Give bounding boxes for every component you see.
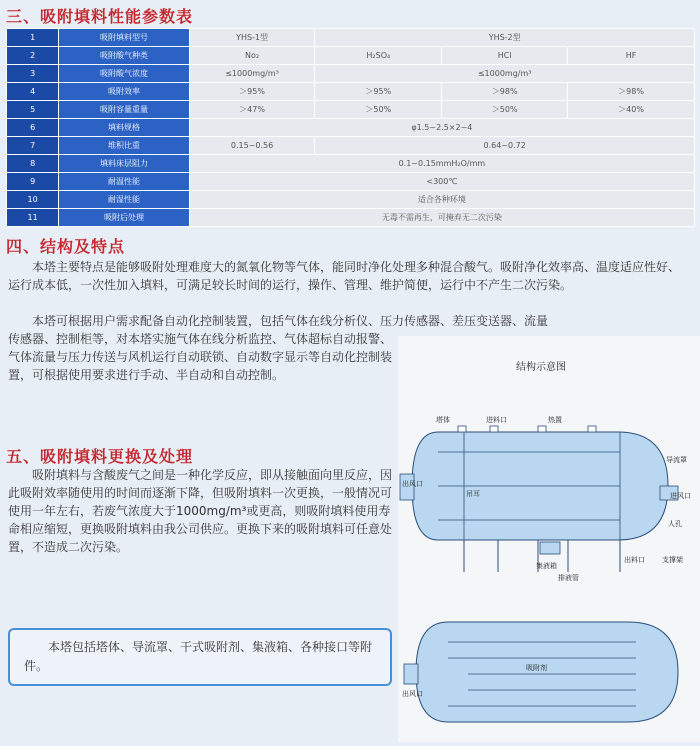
table-row (7, 155, 695, 173)
row-label: 吸附酸气浓度 (59, 65, 190, 83)
components-text: 本塔包括塔体、导流罩、干式吸附剂、集液箱、各种接口等附件。 (24, 640, 373, 673)
row-label: 吸附后处理 (59, 209, 190, 227)
row-value: <300℃ (189, 173, 694, 191)
label-people: 人孔 (668, 520, 682, 528)
row-number: 11 (7, 209, 59, 227)
row-value: YHS-1型 (189, 29, 315, 47)
table-row (7, 173, 695, 191)
plan-outlet-duct (404, 664, 418, 684)
row-value: ＞95% (189, 83, 315, 101)
sump-box (540, 542, 560, 554)
table-row (7, 101, 695, 119)
row-value: ＞50% (442, 101, 568, 119)
label-support: 支撑架 (662, 556, 683, 564)
row-value: ＞40% (568, 101, 695, 119)
row-label: 吸附容量重量 (59, 101, 190, 119)
s4-paragraph-1: 本塔主要特点是能够吸附处理难度大的氮氧化物等气体，能同时净化处理多种混合酸气。吸附净化效率高、温度适应性好、运行成本低，一次性加入填料，可满足较长时间的运行，操作、管理、维护简便，运行中不产生二次污染。 (8, 260, 681, 292)
section-3-title: 三、吸附填料性能参数表 (6, 7, 194, 26)
label-deflector: 导流罩 (666, 456, 687, 464)
row-number: 7 (7, 137, 59, 155)
label-inlet-air: 进风口 (670, 492, 691, 500)
s4-paragraph-2b: 传感器、控制柜等，对本塔实施气体在线分析监控、气体超标自动报警、气体流量与压力传送与风机运行自动联锁、自动数字显示等自动化控制装置，可根据使用要求进行手动、半自动和自动控制。 (8, 332, 393, 382)
row-value: 0.1~0.15mmH₂O/mm (189, 155, 694, 173)
row-value: 无毒不需再生，可掩弃无二次污染 (189, 209, 694, 227)
row-value: ＞98% (568, 83, 695, 101)
section-5-title: 五、吸附填料更换及处理 (6, 447, 194, 466)
row-label: 填料规格 (59, 119, 190, 137)
label-manhole: 热置 (548, 416, 562, 424)
parameter-table (6, 28, 695, 227)
row-label: 耐湿性能 (59, 191, 190, 209)
table-row (7, 209, 695, 227)
row-value: HF (568, 47, 695, 65)
section-4-title: 四、结构及特点 (6, 237, 126, 256)
label-discharge: 出料口 (624, 556, 645, 564)
row-number: 3 (7, 65, 59, 83)
row-number: 10 (7, 191, 59, 209)
row-value: φ1.5~2.5×2~4 (189, 119, 694, 137)
label-tower: 塔体 (436, 416, 450, 424)
row-number: 8 (7, 155, 59, 173)
label-drain: 排液管 (558, 574, 579, 582)
table-row (7, 137, 695, 155)
row-label: 吸附效率 (59, 83, 190, 101)
top-nozzles (458, 426, 596, 432)
label-outlet-air-2: 出风口 (402, 690, 423, 698)
row-value: 0.64~0.72 (315, 137, 695, 155)
s4-paragraph-2a: 本塔可根据用户需求配备自动化控制装置，包括气体在线分析仪、压力传感器、差压变送器、流量 (32, 314, 549, 328)
table-row (7, 47, 695, 65)
label-sump: 集液箱 (536, 562, 557, 570)
row-label: 填料床层阻力 (59, 155, 190, 173)
tower-body-plan (416, 622, 678, 722)
row-value: HCl (442, 47, 568, 65)
row-number: 9 (7, 173, 59, 191)
row-value: H₂SO₄ (315, 47, 442, 65)
row-number: 5 (7, 101, 59, 119)
row-value: YHS-2型 (315, 29, 695, 47)
row-number: 6 (7, 119, 59, 137)
row-value: ＞98% (442, 83, 568, 101)
row-value: No₂ (189, 47, 315, 65)
row-label: 吸附酸气种类 (59, 47, 190, 65)
label-outlet-air: 出风口 (402, 480, 423, 488)
structure-diagram (398, 336, 700, 742)
table-row (7, 29, 695, 47)
row-value: ＞95% (315, 83, 442, 101)
table-row (7, 119, 695, 137)
row-number: 1 (7, 29, 59, 47)
label-hanger: 吊耳 (466, 490, 480, 498)
table-row (7, 65, 695, 83)
row-value: ≤1000mg/m³ (189, 65, 315, 83)
row-label: 堆积比重 (59, 137, 190, 155)
row-label: 耐温性能 (59, 173, 190, 191)
row-number: 2 (7, 47, 59, 65)
row-value: ＞50% (315, 101, 442, 119)
row-value: 0.15~0.56 (189, 137, 315, 155)
row-label: 吸附填料型号 (59, 29, 190, 47)
label-inlet: 进料口 (486, 416, 507, 424)
row-value: 适合各种环境 (189, 191, 694, 209)
row-number: 4 (7, 83, 59, 101)
structure-diagram-svg (398, 336, 700, 742)
row-value: ≤1000mg/m³ (315, 65, 695, 83)
label-adsorbent: 吸附剂 (526, 664, 547, 672)
table-row (7, 83, 695, 101)
components-box (8, 628, 392, 686)
diagram-title: 结构示意图 (516, 362, 566, 373)
table-row (7, 191, 695, 209)
s5-paragraph-1: 吸附填料与含酸废气之间是一种化学反应，即从接触面向里反应，因此吸附效率随使用的时间而逐渐下降，但吸附填料一次更换，一般情况可使用一年左右，若废气浓度大于1000mg/m³或更高，则吸附填料使用寿命相应缩短，更换吸附填料由我公司供应。更换下来的吸附填料可任意处置，不造成二次污染。 (8, 468, 393, 554)
row-value: ＞47% (189, 101, 315, 119)
